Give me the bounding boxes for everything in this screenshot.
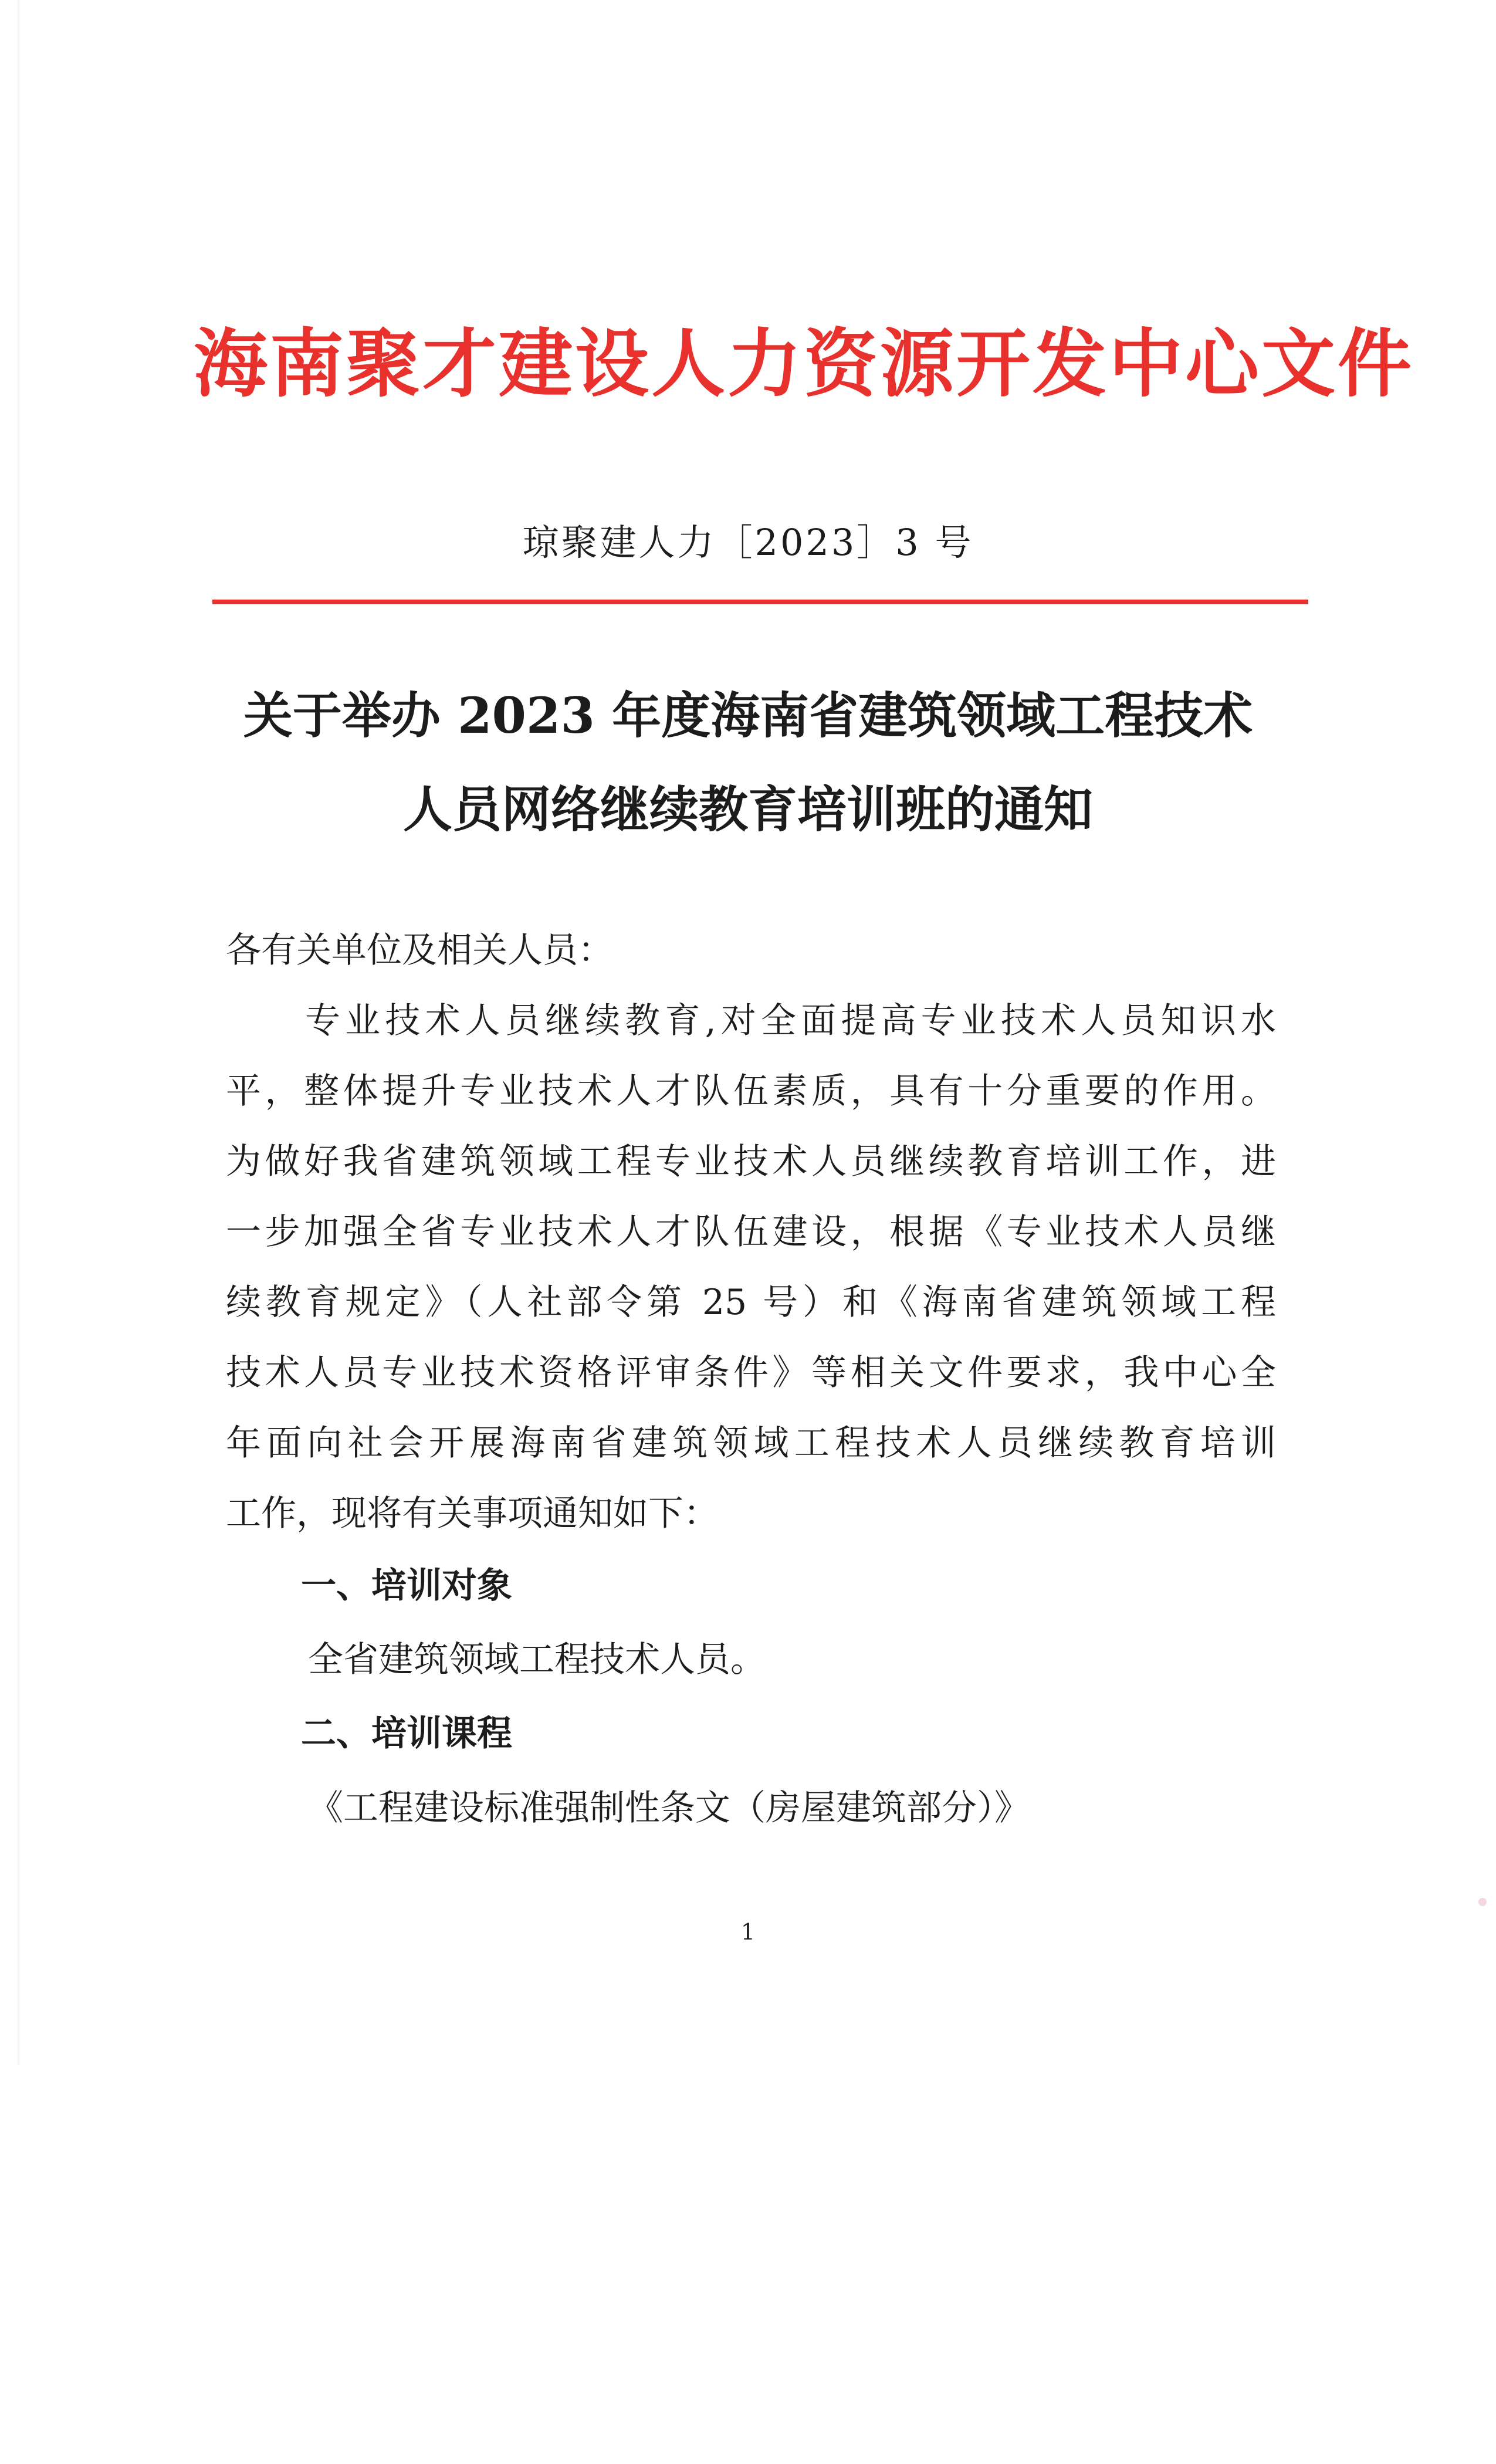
letterhead-title: 海南聚才建设人力资源开发中心文件	[194, 320, 1414, 407]
notice-body	[226, 915, 1276, 1846]
section-training-target	[226, 1549, 1276, 1697]
course-title: 《工程建设标准强制性条文（房屋建筑部分）》	[308, 1788, 1030, 1829]
document-number: 琼聚建人力［2023］3 号	[522, 521, 974, 564]
intro-line: 技术人员专业技术资格评审条件》等相关文件要求，我中心全	[226, 1352, 1276, 1393]
intro-line: 平，整体提升专业技术人才队伍素质，具有十分重要的作用。	[226, 1071, 1276, 1112]
intro-line: 为做好我省建筑领域工程专业技术人员继续教育培训工作，进	[226, 1141, 1276, 1182]
scan-edge	[18, 0, 21, 2065]
intro-paragraph	[226, 986, 1276, 1549]
intro-line: 工作，现将有关事项通知如下：	[226, 1493, 719, 1534]
intro-line: 一步加强全省专业技术人才队伍建设，根据《专业技术人员继	[226, 1211, 1276, 1253]
letterhead-red-rule	[212, 600, 1308, 604]
intro-line: 专业技术人员继续教育,对全面提高专业技术人员知识水	[305, 1000, 1276, 1041]
blank-area	[0, 2065, 1496, 2464]
intro-line: 续教育规定》（人社部令第 25 号）和《海南省建筑领域工程	[226, 1282, 1276, 1323]
intro-line: 年面向社会开展海南省建筑领域工程技术人员继续教育培训	[226, 1423, 1276, 1464]
scan-mark	[1478, 1898, 1487, 1906]
page-number: 1	[740, 1919, 756, 1945]
section-heading: 二、培训课程	[301, 1713, 512, 1754]
section-heading: 一、培训对象	[301, 1565, 512, 1606]
section-training-course	[226, 1697, 1276, 1846]
section-content: 全省建筑领域工程技术人员。	[308, 1639, 766, 1680]
notice-title-line-1: 关于举办 2023 年度海南省建筑领域工程技术	[243, 686, 1253, 744]
notice-title	[194, 669, 1302, 857]
notice-title-line-2: 人员网络继续教育培训班的通知	[402, 780, 1093, 838]
salutation: 各有关单位及相关人员：	[226, 930, 613, 971]
